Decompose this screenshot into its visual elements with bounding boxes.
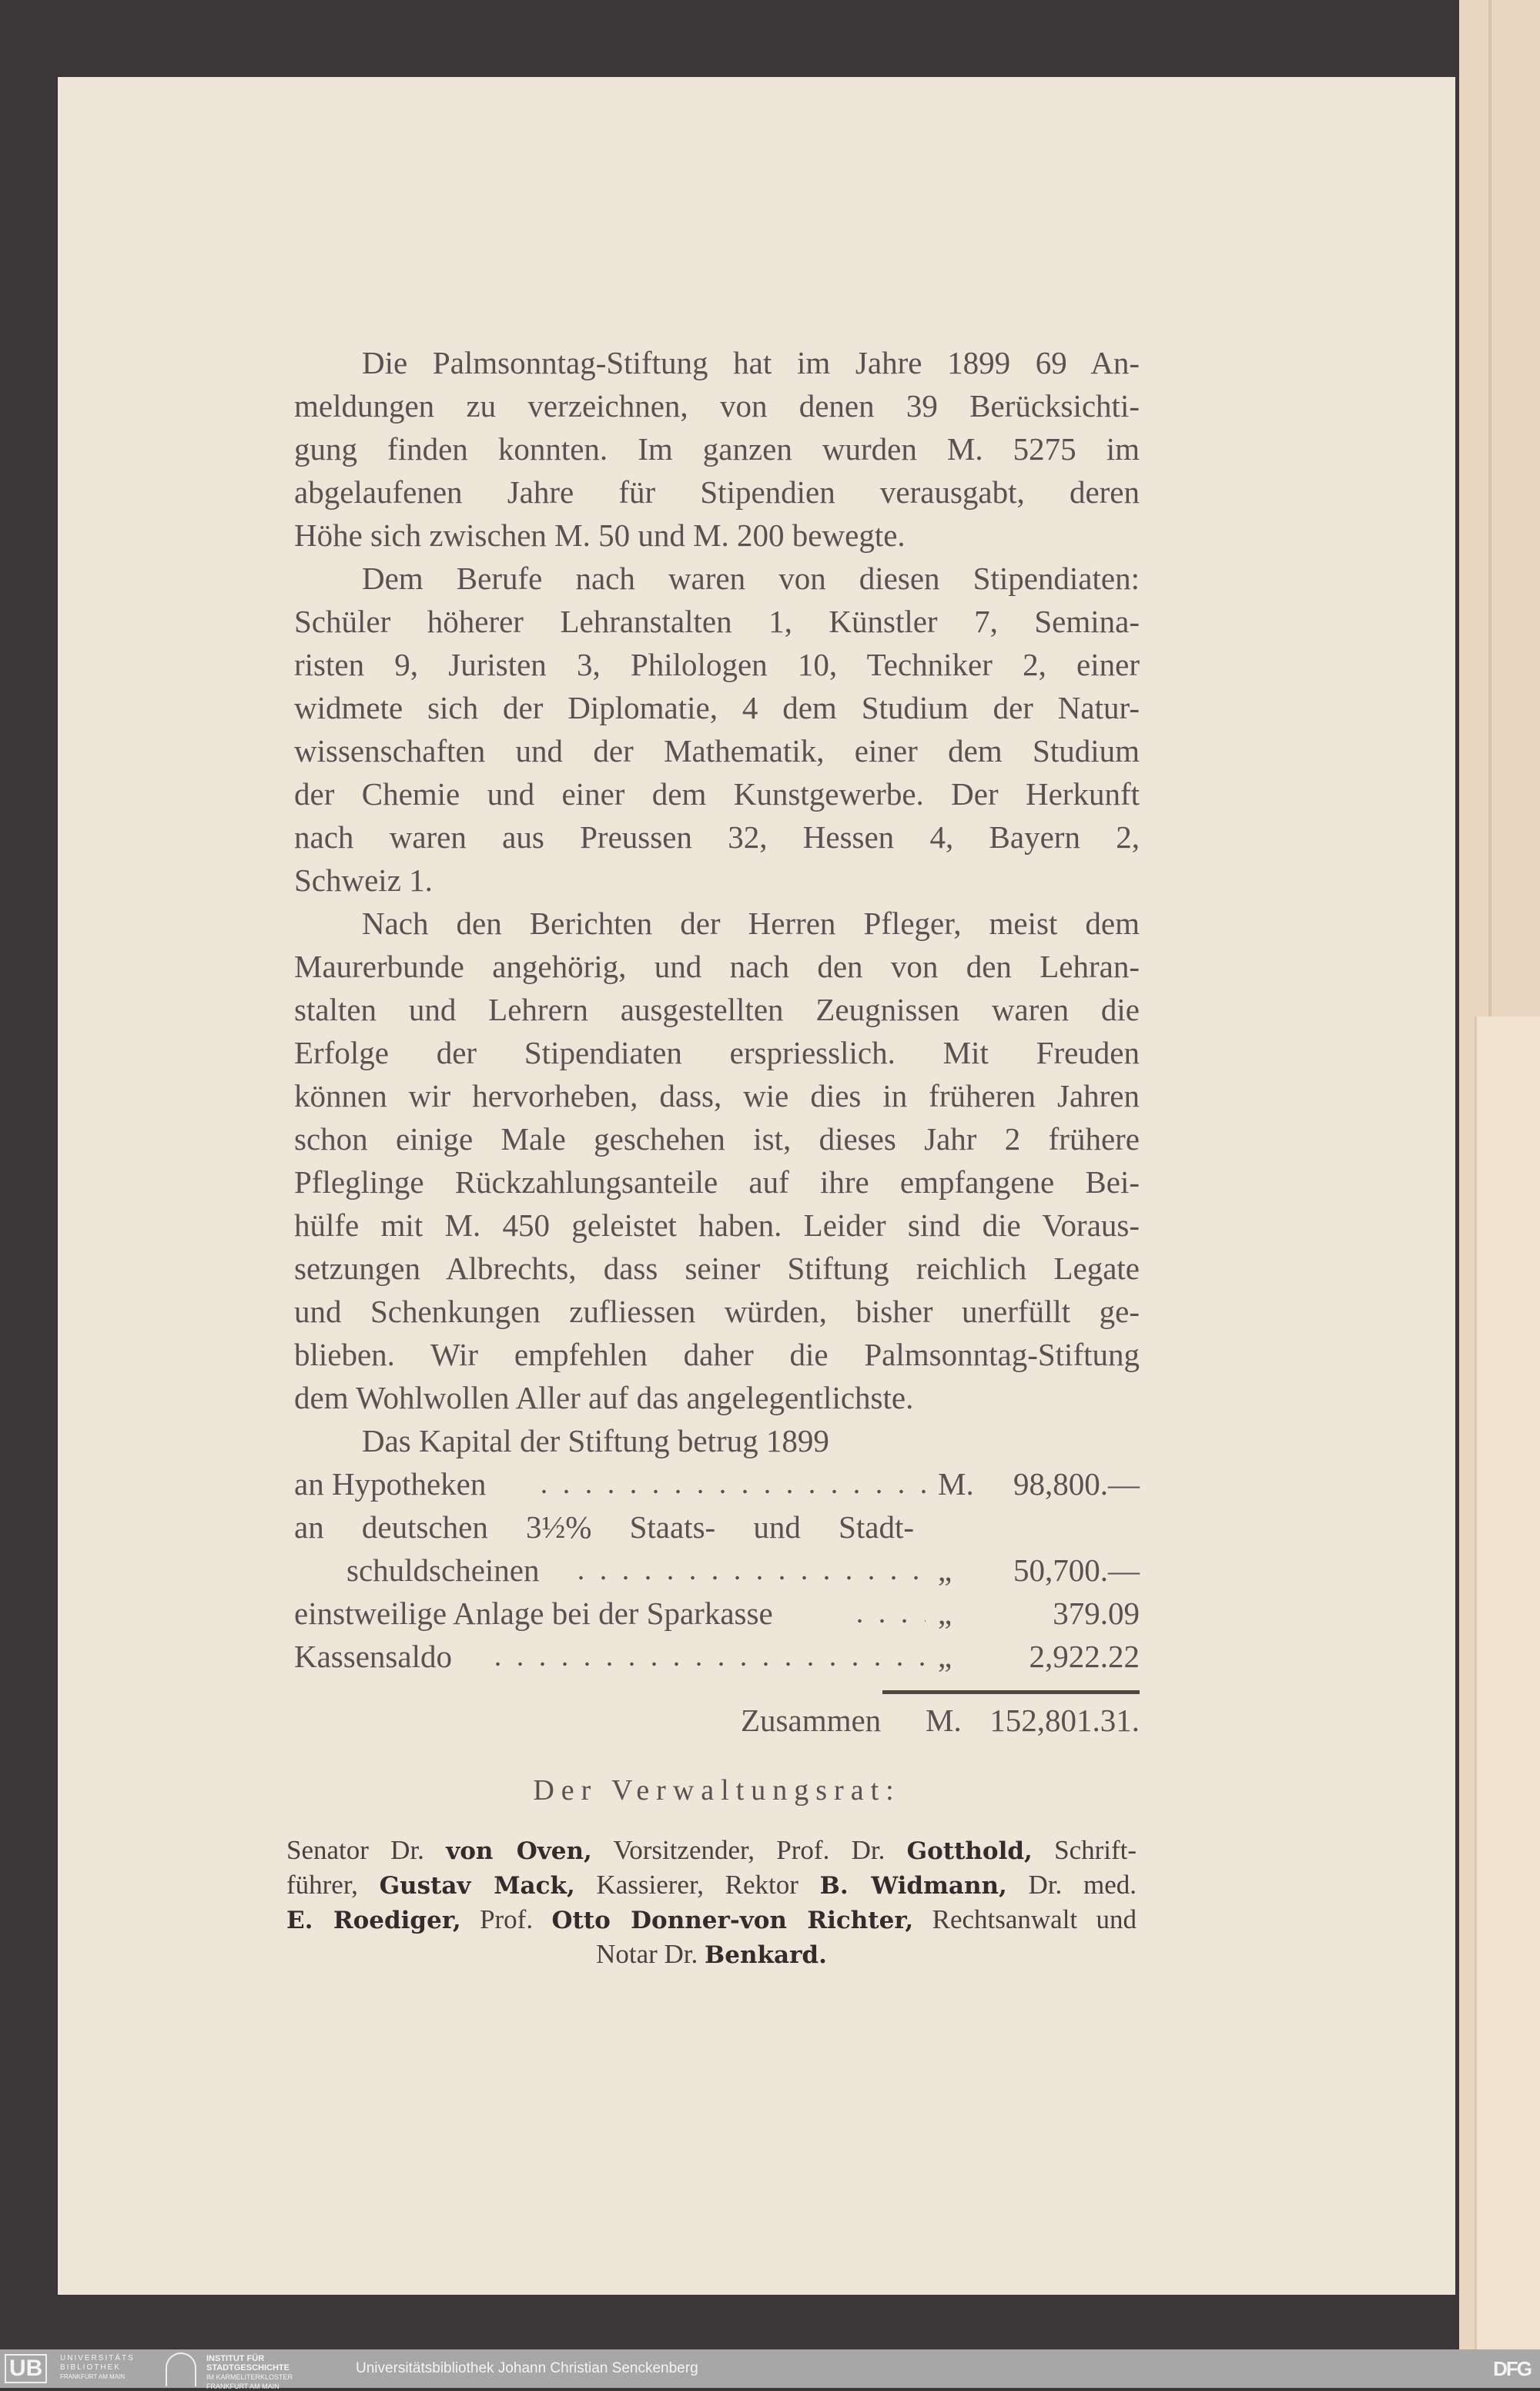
text: FRANKFURT AM MAIN <box>60 2373 126 2380</box>
dot-leader <box>849 1618 926 1624</box>
text-line: und Schenkungen zufliessen würden, bisher unerfüllt ge- <box>294 1294 1140 1329</box>
capital-currency: „ <box>938 1596 952 1631</box>
capital-row <box>294 1549 1140 1592</box>
text-line: Schüler höherer Lehranstalten 1, Künstler 7, Semina- <box>294 604 1140 639</box>
capital-label: Kassensaldo <box>294 1639 452 1674</box>
capital-amount: 50,700.— <box>1013 1552 1140 1588</box>
capital-amount: 98,800.— <box>1013 1466 1140 1502</box>
text-line: Die Palmsonntag-Stiftung hat im Jahre 1899 69 An- <box>362 345 1140 380</box>
text-line: setzungen Albrechts, dass seiner Stiftung reichlich Legate <box>294 1251 1140 1286</box>
text-line: wissenschaften und der Mathematik, einer dem Studium <box>294 733 1140 769</box>
name-widmann: B. Widmann, <box>819 1872 1007 1900</box>
text: Prof. <box>480 1904 534 1934</box>
total-currency: M. <box>926 1703 962 1738</box>
capital-row <box>294 1635 1140 1678</box>
name-von-oven: von Oven, <box>446 1837 592 1865</box>
total-amount: 152,801.31. <box>989 1703 1140 1738</box>
board-line-3 <box>286 1902 1137 1938</box>
text-line: Nach den Berichten der Herren Pfleger, meist dem <box>362 906 1140 941</box>
capital-label: schuldscheinen <box>346 1552 540 1588</box>
text: INSTITUT FÜR <box>206 2354 265 2363</box>
text-line: stalten und Lehrern ausgestellten Zeugnissen waren die <box>294 992 1140 1027</box>
capital-currency: M. <box>938 1466 974 1502</box>
text-line: Pfleglinge Rückzahlungsanteile auf ihre empfangene Bei- <box>294 1164 1140 1200</box>
text-line: Dem Berufe nach waren von diesen Stipendiaten: <box>362 561 1140 596</box>
text-line: meldungen zu verzeichnen, von denen 39 Berücksichti- <box>294 388 1140 424</box>
text: Kassierer, Rektor <box>596 1870 798 1900</box>
board-line-4 <box>286 1937 1137 1973</box>
text-line: Höhe sich zwischen M. 50 und M. 200 bewegte. <box>294 517 906 553</box>
text-line: der Chemie und einer dem Kunstgewerbe. Der Herkunft <box>294 776 1140 812</box>
text: führer, <box>286 1870 358 1900</box>
ub-logo-text <box>60 2354 135 2382</box>
name-donner-von-richter: Otto Donner-von Richter, <box>551 1907 914 1934</box>
text-line: schon einige Male geschehen ist, dieses Jahr 2 frühere <box>294 1121 1140 1157</box>
name-roediger: E. Roediger, <box>286 1907 461 1934</box>
text-line: Erfolge der Stipendiaten erspriesslich. Mit Freuden <box>294 1035 1140 1070</box>
capital-total <box>294 1699 1140 1742</box>
text-line: widmete sich der Diplomatie, 4 dem Studium der Natur- <box>294 690 1140 725</box>
capital-currency: „ <box>938 1639 952 1674</box>
text-line: nach waren aus Preussen 32, Hessen 4, Bayern 2, <box>294 819 1140 855</box>
capital-amount: 379.09 <box>1053 1596 1140 1631</box>
text: Schrift- <box>1054 1835 1137 1865</box>
text: Notar Dr. <box>596 1939 698 1969</box>
text-line: gung finden konnten. Im ganzen wurden M. 5275 im <box>294 431 1140 467</box>
dot-leader <box>487 1661 926 1667</box>
board-heading: Der Verwaltungsrat: <box>533 1774 901 1807</box>
text: Rechtsanwalt und <box>932 1904 1137 1934</box>
text-line: abgelaufenen Jahre für Stipendien verausgabt, deren <box>294 474 1140 510</box>
dot-leader <box>570 1575 926 1581</box>
dfg-logo[interactable]: DFG <box>1493 2357 1531 2380</box>
text-line: hülfe mit M. 450 geleistet haben. Leider sind die Voraus- <box>294 1207 1140 1243</box>
capital-label: an deutschen 3½% Staats- und Stadt- <box>294 1509 914 1545</box>
name-gustav-mack: Gustav Mack, <box>379 1872 575 1900</box>
text: IM KARMELITERKLOSTER <box>206 2373 293 2381</box>
text-line: können wir hervorheben, dass, wie dies in früheren Jahren <box>294 1078 1140 1113</box>
institute-logo-text <box>206 2354 293 2391</box>
board-line-2 <box>286 1867 1137 1904</box>
text: Dr. med. <box>1028 1870 1137 1900</box>
capital-amount: 2,922.22 <box>1029 1639 1140 1674</box>
capital-row <box>294 1592 1140 1635</box>
text: BIBLIOTHEK <box>60 2363 121 2372</box>
text: UNIVERSITÄTS <box>60 2354 135 2363</box>
capital-intro: Das Kapital der Stiftung betrug 1899 <box>362 1423 829 1458</box>
name-benkard: Benkard. <box>705 1941 827 1969</box>
text: Senator Dr. <box>286 1835 424 1865</box>
text-line: Schweiz 1. <box>294 862 433 898</box>
text-line: blieben. Wir empfehlen daher die Palmsonntag-Stiftung <box>294 1337 1140 1372</box>
adjacent-page-edge <box>1459 0 1540 2349</box>
capital-row <box>294 1462 1140 1505</box>
library-name[interactable]: Universitätsbibliothek Johann Christian Senckenberg <box>356 2360 698 2376</box>
text-line: Maurerbunde angehörig, und nach den von den Lehran- <box>294 949 1140 984</box>
capital-label: an Hypotheken <box>294 1466 487 1502</box>
text-line: risten 9, Juristen 3, Philologen 10, Techniker 2, einer <box>294 647 1140 682</box>
institute-arch-icon[interactable] <box>166 2352 196 2386</box>
text: Vorsitzender, Prof. Dr. <box>613 1835 886 1865</box>
total-label: Zusammen <box>741 1703 882 1738</box>
capital-currency: „ <box>938 1552 952 1588</box>
adjacent-page-panel <box>1475 1016 1540 2349</box>
text: STADTGESCHICHTE <box>206 2363 290 2373</box>
board-line-1 <box>286 1833 1137 1869</box>
sum-rule <box>882 1690 1140 1694</box>
name-gotthold: Gotthold, <box>906 1837 1033 1865</box>
footer-bar <box>0 2349 1540 2388</box>
ub-logo[interactable]: UB <box>5 2354 47 2383</box>
text: FRANKFURT AM MAIN <box>206 2383 280 2390</box>
dot-leader <box>533 1489 926 1495</box>
text-line: dem Wohlwollen Aller auf das angelegentlichste. <box>294 1380 914 1415</box>
capital-label: einstweilige Anlage bei der Sparkasse <box>294 1596 773 1631</box>
capital-row <box>294 1505 1140 1549</box>
